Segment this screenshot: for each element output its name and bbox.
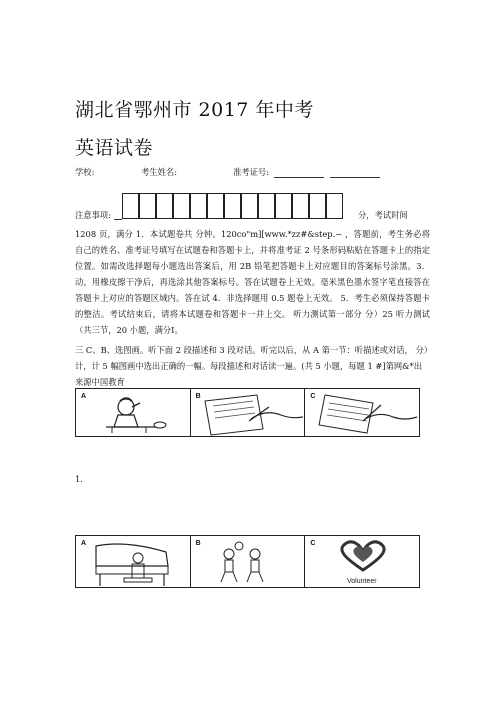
volunteer-logo-icon [305,536,420,589]
digit-box[interactable] [122,193,139,219]
notice-line [114,219,122,220]
school-label: 学校: [75,167,95,177]
option-letter: C [310,393,316,400]
logo-text: Volunteer [347,578,377,585]
instructions-text: 1208 页，满分 1．本试题卷共 分钟。120co"m][www.*zz#&step.~ ，答题前，考生务必将自己的姓名、准考证号填写在试题卷和答题卡上，并将准考证 2 号条形码粘贴在答题卡上的指定位置。如需改选择题每小题选出答案后，用 2B 铅笔把答题卡上对应题目的答案标号涂黑。3．动，用橡皮擦干净后，再选涂其他答案标号。答在试题卷上无效。毫米黑色墨水签字笔直接答在答题卡上对应的答题区域内。答在试 4．非选择题用 0.5 题卷上无效。 5．考生必须保持答题卡的整洁。考试结束后，请将本试题卷和答题卡一并上交。 [75,229,430,319]
person-at-piano-icon [76,536,191,589]
digit-box[interactable] [207,193,224,219]
picture-option-a[interactable] [75,535,191,588]
digit-box[interactable] [275,193,292,219]
option-letter: C [310,540,316,547]
option-letter: B [195,393,201,400]
boy-on-phone-icon [76,389,191,438]
notice-label: 注意事项: [75,210,111,220]
digit-box[interactable] [326,193,343,219]
picture-row-1 [75,388,420,437]
children-playing-ball-icon [191,536,306,589]
instructions-paragraph [75,226,430,338]
digit-box[interactable] [292,193,309,219]
picture-option-b[interactable] [191,535,306,588]
digit-box[interactable] [156,193,173,219]
option-letter: A [81,540,87,547]
picture-option-c[interactable] [305,388,420,437]
exam-title-line1: 湖北省鄂州市 2017 年中考 [75,99,314,121]
exam-number-line-2[interactable] [330,177,380,178]
option-letter: A [81,393,87,400]
digit-box[interactable] [224,193,241,219]
digit-box[interactable] [139,193,156,219]
exam-time-suffix: 分，考试时间 [358,210,408,220]
name-label: 考生姓名: [141,167,177,177]
picture-option-b[interactable] [191,388,306,437]
section-instructions: 三 C、B、选图画。听下面 2 段描述和 3 段对话。听完以后，从 A 第一节：听描述或对话， 分）计，计 5 幅图画中选出正确的一幅。每段描述和对话读一遍。(共 5 小题，每题 1 #]第网&*出来源中国教育 [75,345,428,387]
picture-option-c[interactable] [305,535,420,588]
hand-writing-on-paper-icon [191,389,306,438]
candidate-info-row [75,166,445,180]
picture-row-2 [75,535,420,588]
digit-box[interactable] [309,193,326,219]
hand-writing-on-paper-icon [305,389,420,438]
digit-box[interactable] [258,193,275,219]
picture-option-a[interactable] [75,388,191,437]
exam-number-line-1[interactable] [274,177,324,178]
question-number: 1. [75,474,83,484]
digit-box[interactable] [190,193,207,219]
exam-title-line2: 英语试卷 [75,137,154,159]
exam-number-label: 准考证号: [233,167,269,177]
option-letter: B [195,540,201,547]
digit-box[interactable] [241,193,258,219]
listening-heading: 听力测试第一部分 分）25 听力测试（共三节，20 小题，满分Ⅰ。 [75,309,430,335]
digit-box[interactable] [173,193,190,219]
